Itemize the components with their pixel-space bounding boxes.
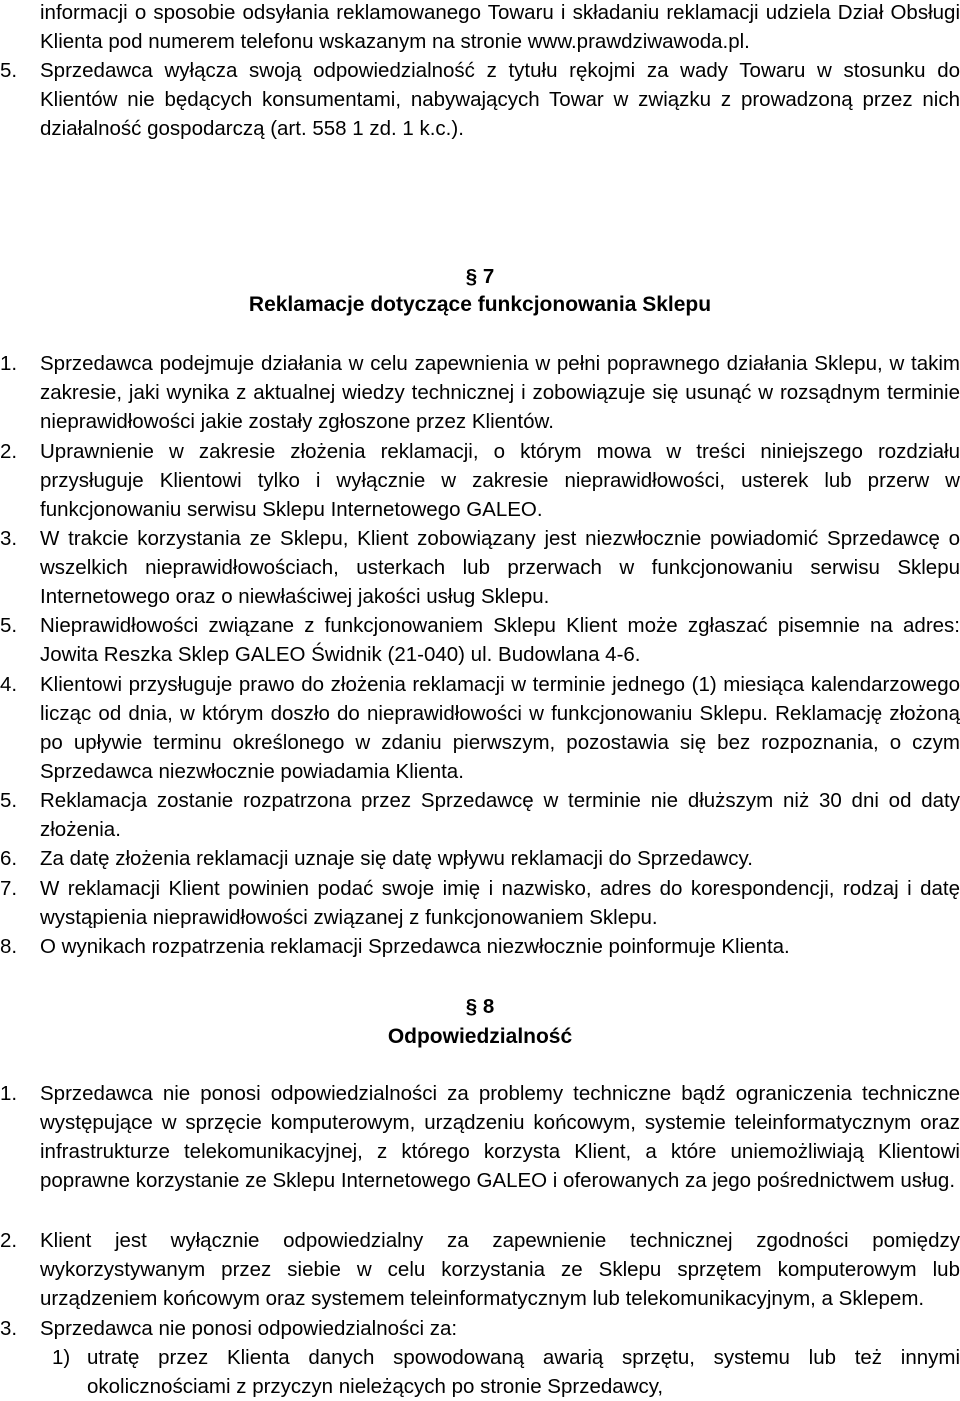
item-number: 2.	[0, 440, 18, 463]
item-number: 5.	[0, 59, 18, 82]
item-number: 4.	[0, 673, 18, 696]
item-number: 6.	[0, 847, 18, 870]
item-text: Klient jest wyłącznie odpowiedzialny za zapewnienie technicznej zgodności pomiędzy wykorzystywanym przez siebie w celu korzystania ze Sklepu sprzętem komputerowym lub urządzeniem końcowym oraz systemem teleinformatycznym lub telekomunikacyjnym, a Sklepem.	[40, 1229, 960, 1310]
item-number: 1.	[0, 352, 18, 375]
item-text: Nieprawidłowości związane z funkcjonowaniem Sklepu Klient może zgłaszać pisemnie na adres: Jowita Reszka Sklep GALEO Świdnik (21-040) ul. Budowlana 4-6.	[40, 614, 960, 666]
item-text: Za datę złożenia reklamacji uznaje się datę wpływu reklamacji do Sprzedawcy.	[40, 847, 753, 870]
item-text: Uprawnienie w zakresie złożenia reklamacji, o którym mowa w treści niniejszego rozdziału przysługuje Klientowi tylko i wyłącznie w zakresie nieprawidłowości, usterek lub przerw w funkcjonowaniu serwisu Sklepu Internetowego GALEO.	[40, 440, 960, 521]
item-number: 1.	[0, 1082, 18, 1105]
section-title-8: Odpowiedzialność	[387, 1025, 573, 1048]
sub-item-text: utratę przez Klienta danych spowodowaną awarią sprzętu, systemu lub też innymi okolicznościami z przyczyn nieleżących po stronie Sprzedawcy,	[87, 1346, 960, 1398]
item-text: O wynikach rozpatrzenia reklamacji Sprzedawca niezwłocznie poinformuje Klienta.	[40, 935, 790, 958]
item-text: Sprzedawca wyłącza swoją odpowiedzialność z tytułu rękojmi za wady Towaru w stosunku do Klientów nie będących konsumentami, nabywających Towar w związku z prowadzoną przez nich działalność gospodarczą (art. 558 1 zd. 1 k.c.).	[40, 59, 960, 140]
paragraph-continuation: informacji o sposobie odsyłania reklamowanego Towaru i składaniu reklamacji udziela Dział Obsługi Klienta pod numerem telefonu wskazanym na stronie www.prawdziwawoda.pl.	[40, 1, 960, 53]
item-number: 3.	[0, 527, 18, 550]
item-text: W reklamacji Klient powinien podać swoje imię i nazwisko, adres do korespondencji, rodzaj i datę wystąpienia nieprawidłowości związanej z funkcjonowaniem Sklepu.	[40, 877, 960, 929]
section-sign-7: § 7	[465, 265, 495, 288]
item-number: 8.	[0, 935, 18, 958]
sub-item-number: 1)	[52, 1346, 71, 1369]
item-number: 2.	[0, 1229, 18, 1252]
item-number: 7.	[0, 877, 18, 900]
item-text: Sprzedawca podejmuje działania w celu zapewnienia w pełni poprawnego działania Sklepu, w takim zakresie, jaki wynika z aktualnej wiedzy technicznej i zobowiązuje się usunąć w rozsądnym terminie nieprawidłowości jakie zostały zgłoszone przez Klientów.	[40, 352, 960, 433]
item-number: 5.	[0, 614, 18, 637]
list-item	[0, 56, 960, 146]
item-text: Reklamacja zostanie rozpatrzona przez Sprzedawcę w terminie nie dłuższym niż 30 dni od daty złożenia.	[40, 789, 960, 841]
item-number: 3.	[0, 1317, 18, 1340]
item-number: 5.	[0, 789, 18, 812]
item-text: Klientowi przysługuje prawo do złożenia reklamacji w terminie jednego (1) miesiąca kalendarzowego licząc od dnia, w którym doszło do nieprawidłowości w funkcjonowaniu Sklepu. Reklamację złożoną po upływie terminu określonego w zdaniu pierwszym, pozostawia się bez rozpoznania, o czym Sprzedawca niezwłocznie powiadamia Klienta.	[40, 673, 960, 783]
section-title-7: Reklamacje dotyczące funkcjonowania Sklepu	[248, 293, 712, 316]
item-text: W trakcie korzystania ze Sklepu, Klient zobowiązany jest niezwłocznie powiadomić Sprzedawcę o wszelkich nieprawidłowościach, usterkach lub przerwach w funkcjonowaniu serwisu Sklepu Internetowego oraz o niewłaściwej jakości usług Sklepu.	[40, 527, 960, 608]
item-text: Sprzedawca nie ponosi odpowiedzialności za problemy techniczne bądź ograniczenia techniczne występujące w sprzęcie komputerowym, urządzeniu końcowym, systemie teleinformatycznym oraz infrastrukturze telekomunikacyjnej, z którego korzysta Klient, a które uniemożliwiają Klientowi poprawne korzystanie ze Sklepu Internetowego GALEO i oferowanych za jego pośrednictwem usług.	[40, 1082, 960, 1192]
section-sign-8: § 8	[465, 995, 495, 1018]
item-text: Sprzedawca nie ponosi odpowiedzialności za:	[40, 1317, 458, 1340]
